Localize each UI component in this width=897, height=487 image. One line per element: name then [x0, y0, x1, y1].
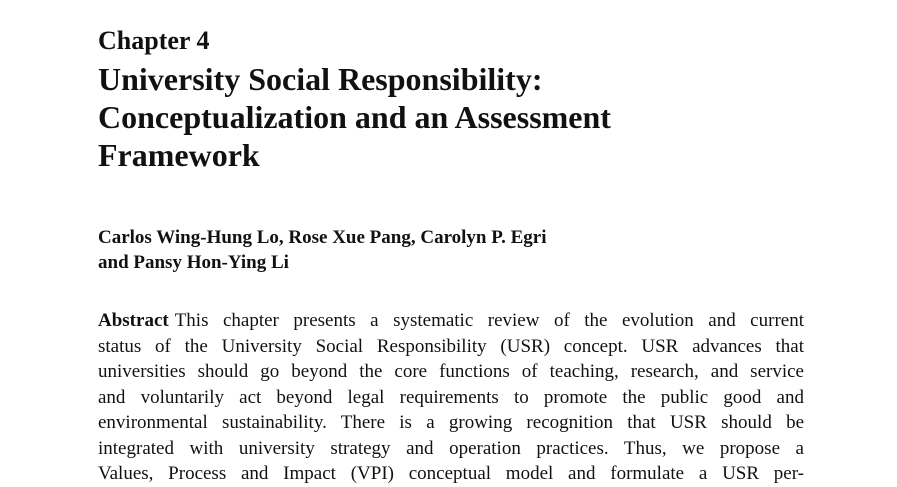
abstract-line: and voluntarily act beyond legal requirements to promote the public good and — [98, 386, 804, 408]
abstract-line: environmental sustainability. There is a growing recognition that USR should be — [98, 412, 804, 433]
author-line: Carlos Wing-Hung Lo, Rose Xue Pang, Carolyn P. Egri — [98, 227, 547, 248]
chapter-page — [98, 0, 806, 487]
abstract-line: status of the University Social Responsibility (USR) concept. USR advances that — [98, 335, 804, 357]
chapter-title — [98, 60, 806, 174]
abstract-line: Values, Process and Impact (VPI) conceptual model and formulate a USR per- — [98, 463, 804, 484]
abstract-first-line-text: This chapter presents a systematic review of the evolution and current — [174, 310, 804, 331]
abstract — [98, 308, 804, 487]
author-list — [98, 225, 547, 275]
abstract-heading: Abstract — [98, 310, 169, 331]
abstract-line: integrated with university strategy and operation practices. Thus, we propose a — [98, 437, 804, 459]
chapter-title-line: University Social Responsibility: — [98, 61, 543, 97]
abstract-line — [98, 308, 804, 334]
abstract-line: universities should go beyond the core functions of teaching, research, and service — [98, 361, 804, 382]
chapter-title-line: Conceptualization and an Assessment — [98, 99, 611, 135]
chapter-title-line: Framework — [98, 137, 260, 173]
chapter-number: Chapter 4 — [98, 26, 210, 55]
author-line: and Pansy Hon-Ying Li — [98, 252, 289, 273]
